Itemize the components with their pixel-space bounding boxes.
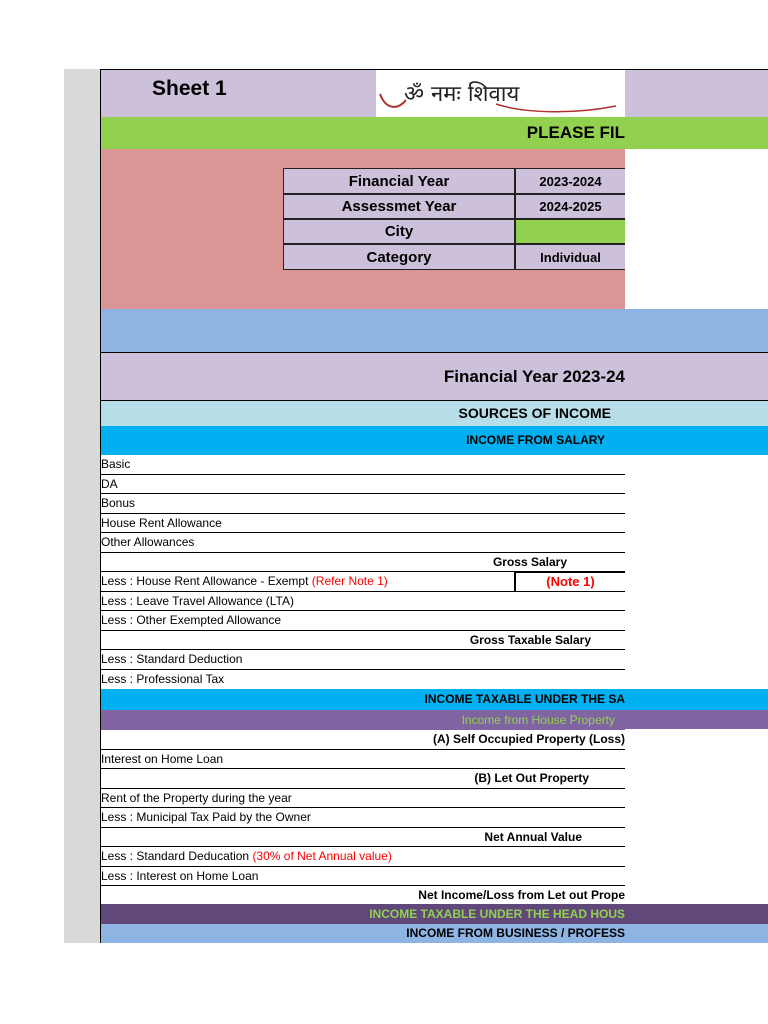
fill-banner-text: PLEASE FIL: [526, 123, 625, 142]
sheet-title: Sheet 1: [152, 77, 227, 100]
salary-taxable-heading: INCOME TAXABLE UNDER THE SA: [424, 692, 625, 706]
sheet-left-border: [100, 69, 101, 943]
refer-note-1: (Refer Note 1): [311, 574, 388, 588]
basic-row[interactable]: Basic: [100, 455, 625, 475]
thirty-percent-note: (30% of Net Annual value): [252, 849, 392, 863]
house-taxable-heading: INCOME TAXABLE UNDER THE HEAD HOUS: [369, 907, 625, 921]
om-namah-shivaya-logo: [376, 70, 625, 117]
sources-heading: SOURCES OF INCOME: [458, 405, 611, 421]
let-out-property-row: (B) Let Out Property: [100, 769, 625, 789]
financial-year-value[interactable]: 2023-2024: [515, 168, 625, 194]
salary-heading: INCOME FROM SALARY: [466, 433, 605, 447]
assessment-year-value[interactable]: 2024-2025: [515, 194, 625, 219]
note-1-cell[interactable]: (Note 1): [514, 572, 625, 592]
less-standard-deduction-row[interactable]: Less : Standard Deduction: [100, 650, 625, 670]
bonus-row[interactable]: Bonus: [100, 494, 625, 514]
business-heading: INCOME FROM BUSINESS / PROFESS: [406, 926, 625, 940]
less-other-exempted-row[interactable]: Less : Other Exempted Allowance: [100, 611, 625, 631]
category-label: Category: [283, 244, 515, 270]
city-input[interactable]: [515, 219, 625, 244]
financial-year-label: Financial Year: [283, 168, 515, 194]
empty-region: [625, 149, 768, 309]
less-hra-row[interactable]: Less : House Rent Allowance - Exempt (Refer Note 1): [100, 572, 625, 592]
logo-text: ॐ नमः शिवाय: [404, 82, 520, 107]
assessment-year-label: Assessmet Year: [283, 194, 515, 219]
municipal-tax-row[interactable]: Less : Municipal Tax Paid by the Owner: [100, 808, 625, 828]
fy-heading: Financial Year 2023-24: [443, 367, 625, 386]
da-row[interactable]: DA: [100, 475, 625, 495]
gross-salary-row: Gross Salary: [100, 553, 625, 573]
logo-swirl-icon: [376, 70, 625, 117]
self-occupied-row: (A) Self Occupied Property (Loss): [100, 730, 625, 750]
gross-taxable-salary-row: Gross Taxable Salary: [100, 631, 625, 651]
less-professional-tax-row[interactable]: Less : Professional Tax: [101, 671, 225, 686]
row-header-gutter: [64, 69, 100, 943]
house-heading: Income from House Property: [461, 713, 615, 727]
net-annual-value-row: Net Annual Value: [100, 828, 625, 848]
city-label: City: [283, 219, 515, 244]
standard-deduction-30-row[interactable]: Less : Standard Deducation (30% of Net Annual value): [100, 847, 625, 867]
rent-row[interactable]: Rent of the Property during the year: [100, 789, 625, 809]
interest-home-loan-row[interactable]: Interest on Home Loan: [100, 750, 625, 770]
less-lta-row[interactable]: Less : Leave Travel Allowance (LTA): [100, 592, 625, 612]
empty-region-3: [625, 729, 768, 904]
net-income-let-out-row: Net Income/Loss from Let out Prope: [418, 888, 625, 902]
less-interest-home-loan-row[interactable]: Less : Interest on Home Loan: [100, 867, 625, 887]
blue-band: [100, 309, 768, 353]
empty-region-2: [625, 455, 768, 689]
hra-row[interactable]: House Rent Allowance: [100, 514, 625, 534]
other-allowances-row[interactable]: Other Allowances: [100, 533, 625, 553]
category-value[interactable]: Individual: [515, 244, 625, 270]
